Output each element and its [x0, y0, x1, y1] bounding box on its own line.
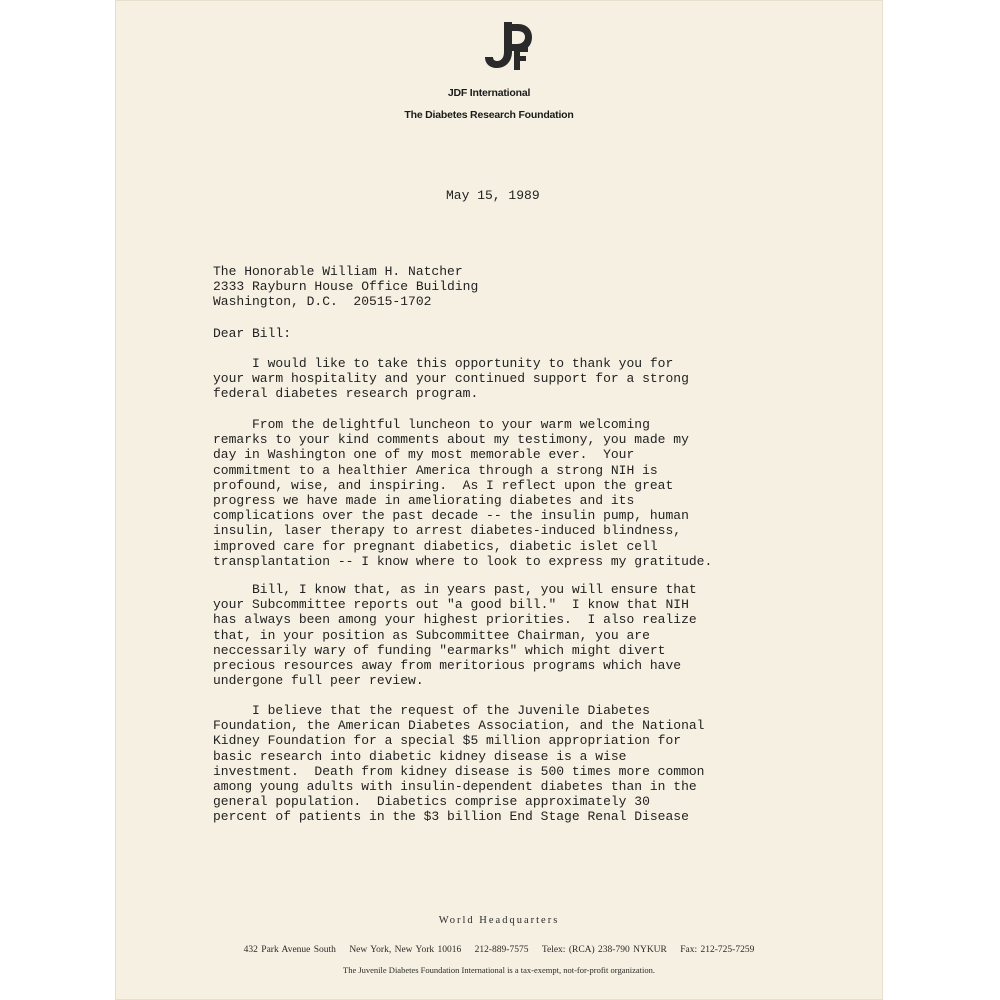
- footer-phone: 212-889-7575: [474, 945, 529, 955]
- recipient-line: 2333 Rayburn House Office Building: [213, 279, 479, 295]
- text-line: remarks to your kind comments about my testimony, you made my: [213, 432, 689, 448]
- text-line: profound, wise, and inspiring. As I reflect upon the great: [213, 477, 674, 493]
- footer-contact: [115, 945, 883, 955]
- jdf-logo: [484, 20, 532, 72]
- text-line: commitment to a healthier America through a strong NIH is: [213, 462, 658, 478]
- text-line: percent of patients in the $3 billion End Stage Renal Disease: [213, 809, 689, 825]
- footer-telex: Telex: (RCA) 238-790 NYKUR: [541, 945, 667, 955]
- text-line: precious resources away from meritorious programs which have: [213, 658, 682, 674]
- text-line: progress we have made in ameliorating diabetes and its: [213, 493, 635, 509]
- recipient-address: [213, 264, 478, 310]
- text-line: among young adults with insulin-dependent diabetes than in the: [213, 779, 697, 795]
- paragraph-1: [213, 356, 689, 402]
- text-line: Bill, I know that, as in years past, you will ensure that: [213, 582, 697, 597]
- paragraph-3: [213, 582, 697, 688]
- text-line: your warm hospitality and your continued support for a strong: [213, 371, 689, 387]
- text-line: that, in your position as Subcommittee Chairman, you are: [213, 627, 650, 643]
- text-line: transplantation -- I know where to look to express my gratitude.: [213, 553, 713, 569]
- org-name: JDF International: [447, 87, 531, 99]
- text-line: has always been among your highest priorities. I also realize: [213, 612, 697, 628]
- text-line: federal diabetes research program.: [213, 386, 479, 402]
- org-subtitle: The Diabetes Research Foundation: [404, 109, 574, 121]
- text-line: I believe that the request of the Juvenile Diabetes: [213, 703, 650, 718]
- text-line: From the delightful luncheon to your warm welcoming: [213, 417, 650, 432]
- text-line: investment. Death from kidney disease is 500 times more common: [213, 763, 705, 779]
- paragraph-4: [213, 703, 704, 825]
- text-line: I would like to take this opportunity to thank you for: [213, 356, 674, 371]
- paragraph-2: [213, 417, 712, 569]
- text-line: general population. Diabetics comprise approximately 30: [213, 794, 650, 810]
- text-line: insulin, laser therapy to arrest diabetes-induced blindness,: [213, 523, 682, 539]
- letter-date: May 15, 1989: [446, 188, 540, 203]
- salutation: Dear Bill:: [213, 326, 292, 341]
- text-line: Foundation, the American Diabetes Association, and the National: [213, 718, 705, 734]
- footer-fax: Fax: 212-725-7259: [680, 945, 755, 955]
- text-line: undergone full peer review.: [213, 673, 424, 689]
- text-line: improved care for pregnant diabetics, diabetic islet cell: [213, 538, 658, 554]
- recipient-line: Washington, D.C. 20515-1702: [213, 294, 432, 310]
- footer-notice: The Juvenile Diabetes Foundation International is a tax-exempt, not-for-profit organization.: [343, 965, 655, 975]
- recipient-line: The Honorable William H. Natcher: [213, 264, 463, 279]
- letter-page: [115, 0, 883, 1000]
- text-line: day in Washington one of my most memorable ever. Your: [213, 447, 635, 463]
- footer-city: New York, New York 10016: [349, 945, 462, 955]
- text-line: complications over the past decade -- the insulin pump, human: [213, 508, 689, 524]
- text-line: basic research into diabetic kidney disease is a wise: [213, 748, 627, 764]
- text-line: neccessarily wary of funding "earmarks" which might divert: [213, 642, 666, 658]
- text-line: Kidney Foundation for a special $5 million appropriation for: [213, 733, 682, 749]
- text-line: your Subcommittee reports out "a good bill." I know that NIH: [213, 597, 689, 613]
- footer-address: 432 Park Avenue South: [243, 945, 336, 955]
- footer-headquarters: World Headquarters: [438, 915, 560, 926]
